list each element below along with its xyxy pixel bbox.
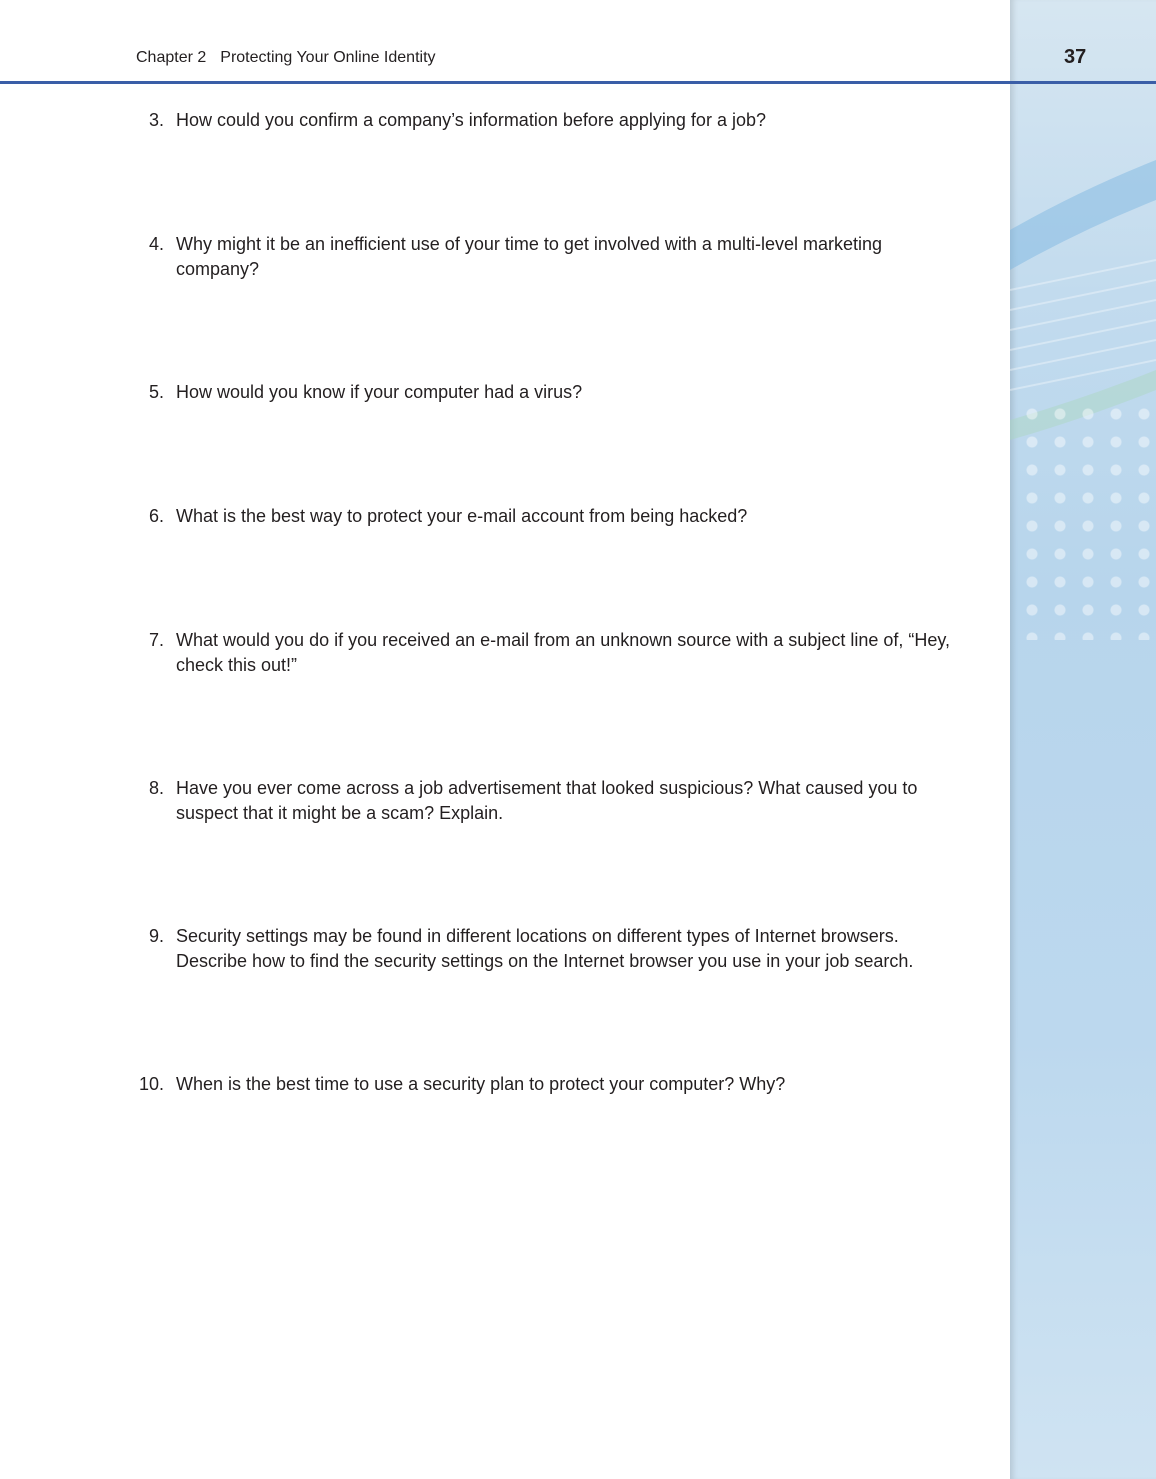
question-number: 3. [148,110,164,130]
question-item [136,1072,956,1097]
question-number: 5. [148,382,164,402]
question-item [136,924,956,974]
question-text: What would you do if you received an e-mail from an unknown source with a subject line of, “Hey, check this out!” [176,630,951,675]
question-number: 10. [138,1074,164,1094]
chapter-label: Chapter 2 [136,49,207,66]
page-number: 37 [1064,46,1087,68]
question-item [136,380,956,405]
header-rule [0,81,1156,84]
running-header [136,49,450,67]
question-text: Security settings may be found in different locations on different types of Internet browsers. Describe how to find the security settings on the Internet browser you use in your job search. [176,926,914,971]
question-text: When is the best time to use a security plan to protect your computer? Why? [176,1074,786,1094]
question-text: Why might it be an inefficient use of your time to get involved with a multi-level marketing company? [176,234,882,279]
dot-pattern [1018,400,1156,640]
question-text: What is the best way to protect your e-mail account from being hacked? [176,506,748,526]
question-text: Have you ever come across a job advertisement that looked suspicious? What caused you to suspect that it might be a scam? Explain. [176,778,918,823]
question-number: 8. [148,778,164,798]
question-item [136,776,956,826]
question-number: 9. [148,926,164,946]
question-item [136,504,956,529]
question-number: 6. [148,506,164,526]
question-item [136,232,956,282]
decorative-sidebar [1010,0,1156,1479]
question-text: How would you know if your computer had a virus? [176,382,583,402]
question-number: 4. [148,234,164,254]
question-item [136,108,956,133]
question-text: How could you confirm a company’s information before applying for a job? [176,110,766,130]
chapter-title: Protecting Your Online Identity [220,49,436,66]
question-number: 7. [148,630,164,650]
question-item [136,628,956,678]
